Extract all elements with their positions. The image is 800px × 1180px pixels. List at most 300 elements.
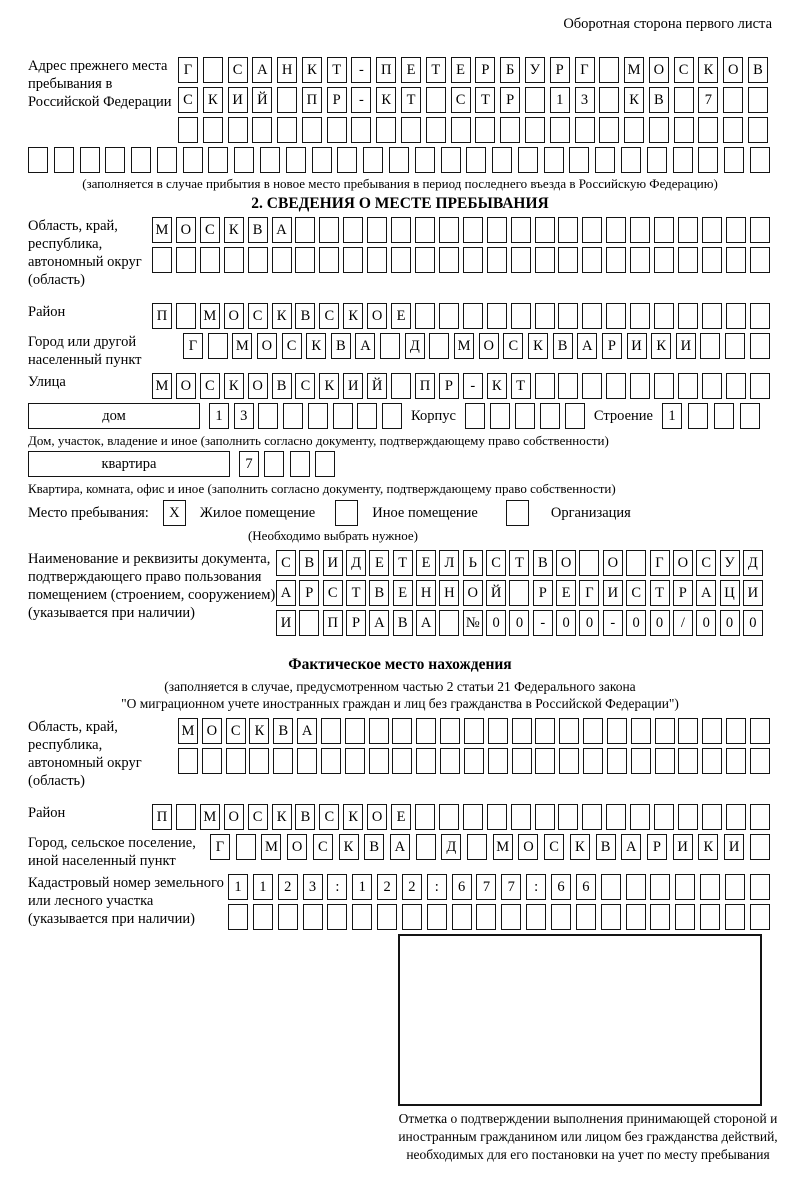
- char-cell[interactable]: [723, 117, 743, 143]
- char-cell[interactable]: [599, 87, 619, 113]
- char-cell[interactable]: [451, 117, 471, 143]
- char-cell[interactable]: В: [533, 550, 553, 576]
- char-cell[interactable]: [535, 217, 555, 243]
- char-cell[interactable]: В: [248, 217, 268, 243]
- char-cell[interactable]: К: [272, 303, 292, 329]
- char-cell[interactable]: С: [178, 87, 198, 113]
- char-cell[interactable]: [726, 217, 746, 243]
- char-cell[interactable]: [511, 303, 531, 329]
- char-cell[interactable]: В: [553, 333, 573, 359]
- char-cell[interactable]: Т: [393, 550, 413, 576]
- char-cell[interactable]: [290, 451, 310, 477]
- char-cell[interactable]: [748, 87, 768, 113]
- char-cell[interactable]: К: [224, 217, 244, 243]
- char-cell[interactable]: [319, 247, 339, 273]
- char-cell[interactable]: И: [603, 580, 623, 606]
- char-cell[interactable]: [535, 373, 555, 399]
- char-cell[interactable]: Е: [391, 804, 411, 830]
- char-cell[interactable]: И: [743, 580, 763, 606]
- char-cell[interactable]: [650, 874, 670, 900]
- char-cell[interactable]: С: [626, 580, 646, 606]
- char-cell[interactable]: [391, 247, 411, 273]
- char-cell[interactable]: [675, 904, 695, 930]
- char-cell[interactable]: [607, 718, 627, 744]
- char-cell[interactable]: [575, 117, 595, 143]
- char-cell[interactable]: [702, 804, 722, 830]
- char-cell[interactable]: [200, 247, 220, 273]
- char-cell[interactable]: Т: [346, 580, 366, 606]
- char-cell[interactable]: [621, 147, 641, 173]
- char-cell[interactable]: [248, 247, 268, 273]
- char-cell[interactable]: [427, 904, 447, 930]
- char-cell[interactable]: [382, 403, 402, 429]
- char-cell[interactable]: Г: [575, 57, 595, 83]
- char-cell[interactable]: [565, 403, 585, 429]
- char-cell[interactable]: [260, 147, 280, 173]
- char-cell[interactable]: [312, 147, 332, 173]
- char-cell[interactable]: Е: [556, 580, 576, 606]
- char-cell[interactable]: [579, 550, 599, 576]
- char-cell[interactable]: [475, 117, 495, 143]
- char-cell[interactable]: [500, 117, 520, 143]
- checkbox-zhiloe[interactable]: X: [163, 500, 186, 526]
- char-cell[interactable]: О: [367, 303, 387, 329]
- char-cell[interactable]: Р: [439, 373, 459, 399]
- char-cell[interactable]: [582, 303, 602, 329]
- char-cell[interactable]: [559, 748, 579, 774]
- char-cell[interactable]: И: [323, 550, 343, 576]
- char-cell[interactable]: [630, 247, 650, 273]
- char-cell[interactable]: [476, 904, 496, 930]
- char-cell[interactable]: [750, 804, 770, 830]
- char-cell[interactable]: [700, 333, 720, 359]
- char-cell[interactable]: С: [276, 550, 296, 576]
- char-cell[interactable]: 7: [476, 874, 496, 900]
- char-cell[interactable]: О: [518, 834, 538, 860]
- char-cell[interactable]: О: [723, 57, 743, 83]
- char-cell[interactable]: [630, 373, 650, 399]
- char-cell[interactable]: [654, 373, 674, 399]
- char-cell[interactable]: Р: [346, 610, 366, 636]
- char-cell[interactable]: [54, 147, 74, 173]
- char-cell[interactable]: О: [202, 718, 222, 744]
- char-cell[interactable]: [678, 303, 698, 329]
- char-cell[interactable]: М: [232, 333, 252, 359]
- char-cell[interactable]: [401, 117, 421, 143]
- char-cell[interactable]: [302, 117, 322, 143]
- char-cell[interactable]: Е: [416, 550, 436, 576]
- char-cell[interactable]: П: [152, 303, 172, 329]
- char-cell[interactable]: [303, 904, 323, 930]
- char-cell[interactable]: [559, 718, 579, 744]
- checkbox-inoe[interactable]: [335, 500, 358, 526]
- char-cell[interactable]: [726, 303, 746, 329]
- char-cell[interactable]: И: [676, 333, 696, 359]
- char-cell[interactable]: Д: [743, 550, 763, 576]
- char-cell[interactable]: [675, 874, 695, 900]
- char-cell[interactable]: [626, 874, 646, 900]
- char-cell[interactable]: [467, 834, 487, 860]
- char-cell[interactable]: [208, 333, 228, 359]
- char-cell[interactable]: О: [224, 804, 244, 830]
- char-cell[interactable]: [176, 303, 196, 329]
- char-cell[interactable]: [272, 247, 292, 273]
- char-cell[interactable]: [228, 904, 248, 930]
- char-cell[interactable]: [750, 217, 770, 243]
- char-cell[interactable]: [369, 748, 389, 774]
- char-cell[interactable]: [725, 874, 745, 900]
- char-cell[interactable]: Е: [391, 303, 411, 329]
- char-cell[interactable]: [333, 403, 353, 429]
- char-cell[interactable]: О: [257, 333, 277, 359]
- char-cell[interactable]: [606, 303, 626, 329]
- char-cell[interactable]: [105, 147, 125, 173]
- char-cell[interactable]: В: [596, 834, 616, 860]
- char-cell[interactable]: [277, 117, 297, 143]
- char-cell[interactable]: С: [228, 57, 248, 83]
- char-cell[interactable]: Р: [533, 580, 553, 606]
- char-cell[interactable]: [725, 904, 745, 930]
- char-cell[interactable]: Р: [500, 87, 520, 113]
- char-cell[interactable]: С: [696, 550, 716, 576]
- char-cell[interactable]: К: [376, 87, 396, 113]
- char-cell[interactable]: [714, 403, 734, 429]
- char-cell[interactable]: [488, 718, 508, 744]
- char-cell[interactable]: [674, 117, 694, 143]
- char-cell[interactable]: 1: [253, 874, 273, 900]
- char-cell[interactable]: [80, 147, 100, 173]
- char-cell[interactable]: [183, 147, 203, 173]
- char-cell[interactable]: П: [152, 804, 172, 830]
- char-cell[interactable]: [631, 718, 651, 744]
- char-cell[interactable]: Е: [393, 580, 413, 606]
- char-cell[interactable]: В: [299, 550, 319, 576]
- char-cell[interactable]: [487, 804, 507, 830]
- char-cell[interactable]: [740, 403, 760, 429]
- char-cell[interactable]: 0: [696, 610, 716, 636]
- char-cell[interactable]: П: [302, 87, 322, 113]
- char-cell[interactable]: [630, 217, 650, 243]
- char-cell[interactable]: 2: [377, 874, 397, 900]
- char-cell[interactable]: [463, 804, 483, 830]
- char-cell[interactable]: [258, 403, 278, 429]
- char-cell[interactable]: [525, 87, 545, 113]
- char-cell[interactable]: А: [621, 834, 641, 860]
- char-cell[interactable]: Б: [500, 57, 520, 83]
- char-cell[interactable]: К: [624, 87, 644, 113]
- char-cell[interactable]: Т: [650, 580, 670, 606]
- char-cell[interactable]: [750, 147, 770, 173]
- char-cell[interactable]: Е: [369, 550, 389, 576]
- char-cell[interactable]: К: [343, 804, 363, 830]
- char-cell[interactable]: О: [224, 303, 244, 329]
- char-cell[interactable]: 2: [402, 874, 422, 900]
- char-cell[interactable]: К: [487, 373, 507, 399]
- char-cell[interactable]: [540, 403, 560, 429]
- char-cell[interactable]: С: [295, 373, 315, 399]
- char-cell[interactable]: Т: [401, 87, 421, 113]
- char-cell[interactable]: И: [724, 834, 744, 860]
- char-cell[interactable]: [415, 217, 435, 243]
- char-cell[interactable]: А: [252, 57, 272, 83]
- char-cell[interactable]: Р: [475, 57, 495, 83]
- char-cell[interactable]: К: [224, 373, 244, 399]
- char-cell[interactable]: [678, 247, 698, 273]
- char-cell[interactable]: К: [306, 333, 326, 359]
- char-cell[interactable]: 1: [209, 403, 229, 429]
- char-cell[interactable]: С: [200, 373, 220, 399]
- char-cell[interactable]: Т: [327, 57, 347, 83]
- char-cell[interactable]: Е: [451, 57, 471, 83]
- char-cell[interactable]: [376, 117, 396, 143]
- char-cell[interactable]: [415, 303, 435, 329]
- char-cell[interactable]: [283, 403, 303, 429]
- char-cell[interactable]: -: [463, 373, 483, 399]
- char-cell[interactable]: И: [343, 373, 363, 399]
- char-cell[interactable]: [321, 718, 341, 744]
- char-cell[interactable]: К: [319, 373, 339, 399]
- char-cell[interactable]: [624, 117, 644, 143]
- char-cell[interactable]: [526, 904, 546, 930]
- char-cell[interactable]: Й: [367, 373, 387, 399]
- char-cell[interactable]: А: [355, 333, 375, 359]
- char-cell[interactable]: К: [203, 87, 223, 113]
- char-cell[interactable]: [501, 904, 521, 930]
- char-cell[interactable]: [726, 748, 746, 774]
- char-cell[interactable]: [558, 217, 578, 243]
- char-cell[interactable]: [327, 117, 347, 143]
- char-cell[interactable]: [535, 748, 555, 774]
- char-cell[interactable]: [203, 117, 223, 143]
- char-cell[interactable]: [750, 874, 770, 900]
- char-cell[interactable]: [698, 147, 718, 173]
- char-cell[interactable]: К: [302, 57, 322, 83]
- char-cell[interactable]: [452, 904, 472, 930]
- char-cell[interactable]: [277, 87, 297, 113]
- char-cell[interactable]: В: [649, 87, 669, 113]
- char-cell[interactable]: :: [327, 874, 347, 900]
- char-cell[interactable]: М: [454, 333, 474, 359]
- char-cell[interactable]: А: [390, 834, 410, 860]
- char-cell[interactable]: [363, 147, 383, 173]
- char-cell[interactable]: [599, 57, 619, 83]
- char-cell[interactable]: К: [570, 834, 590, 860]
- char-cell[interactable]: [518, 147, 538, 173]
- char-cell[interactable]: [726, 804, 746, 830]
- char-cell[interactable]: :: [427, 874, 447, 900]
- char-cell[interactable]: [299, 610, 319, 636]
- char-cell[interactable]: Е: [401, 57, 421, 83]
- char-cell[interactable]: М: [261, 834, 281, 860]
- char-cell[interactable]: [655, 748, 675, 774]
- char-cell[interactable]: [176, 804, 196, 830]
- char-cell[interactable]: 7: [698, 87, 718, 113]
- char-cell[interactable]: 1: [352, 874, 372, 900]
- char-cell[interactable]: Г: [178, 57, 198, 83]
- char-cell[interactable]: [626, 550, 646, 576]
- char-cell[interactable]: [492, 147, 512, 173]
- char-cell[interactable]: [415, 804, 435, 830]
- char-cell[interactable]: [750, 373, 770, 399]
- char-cell[interactable]: [750, 904, 770, 930]
- char-cell[interactable]: [654, 804, 674, 830]
- char-cell[interactable]: [343, 247, 363, 273]
- char-cell[interactable]: [550, 117, 570, 143]
- char-cell[interactable]: С: [282, 333, 302, 359]
- char-cell[interactable]: М: [493, 834, 513, 860]
- char-cell[interactable]: [249, 748, 269, 774]
- char-cell[interactable]: [392, 718, 412, 744]
- char-cell[interactable]: -: [603, 610, 623, 636]
- char-cell[interactable]: [576, 904, 596, 930]
- char-cell[interactable]: [224, 247, 244, 273]
- char-cell[interactable]: [750, 247, 770, 273]
- char-cell[interactable]: [157, 147, 177, 173]
- char-cell[interactable]: У: [720, 550, 740, 576]
- char-cell[interactable]: 3: [234, 403, 254, 429]
- char-cell[interactable]: [319, 217, 339, 243]
- char-cell[interactable]: [392, 748, 412, 774]
- char-cell[interactable]: [439, 303, 459, 329]
- char-cell[interactable]: [391, 217, 411, 243]
- char-cell[interactable]: К: [339, 834, 359, 860]
- char-cell[interactable]: [655, 718, 675, 744]
- char-cell[interactable]: 7: [239, 451, 259, 477]
- char-cell[interactable]: [345, 718, 365, 744]
- char-cell[interactable]: 0: [743, 610, 763, 636]
- char-cell[interactable]: Г: [210, 834, 230, 860]
- char-cell[interactable]: А: [416, 610, 436, 636]
- char-cell[interactable]: [601, 874, 621, 900]
- char-cell[interactable]: [674, 87, 694, 113]
- char-cell[interactable]: И: [276, 610, 296, 636]
- char-cell[interactable]: В: [364, 834, 384, 860]
- char-cell[interactable]: Д: [346, 550, 366, 576]
- char-cell[interactable]: А: [272, 217, 292, 243]
- char-cell[interactable]: [582, 217, 602, 243]
- char-cell[interactable]: А: [577, 333, 597, 359]
- char-cell[interactable]: [723, 87, 743, 113]
- char-cell[interactable]: [264, 451, 284, 477]
- char-cell[interactable]: [415, 147, 435, 173]
- char-cell[interactable]: [606, 804, 626, 830]
- char-cell[interactable]: 1: [228, 874, 248, 900]
- char-cell[interactable]: К: [249, 718, 269, 744]
- char-cell[interactable]: [439, 247, 459, 273]
- char-cell[interactable]: 6: [452, 874, 472, 900]
- char-cell[interactable]: Т: [511, 373, 531, 399]
- char-cell[interactable]: [465, 403, 485, 429]
- char-cell[interactable]: [582, 247, 602, 273]
- char-cell[interactable]: Ь: [463, 550, 483, 576]
- char-cell[interactable]: [748, 117, 768, 143]
- char-cell[interactable]: Р: [602, 333, 622, 359]
- char-cell[interactable]: [698, 117, 718, 143]
- char-cell[interactable]: [352, 904, 372, 930]
- char-cell[interactable]: [466, 147, 486, 173]
- char-cell[interactable]: [439, 804, 459, 830]
- char-cell[interactable]: Н: [416, 580, 436, 606]
- char-cell[interactable]: О: [556, 550, 576, 576]
- char-cell[interactable]: [509, 580, 529, 606]
- char-cell[interactable]: [426, 117, 446, 143]
- char-cell[interactable]: [558, 804, 578, 830]
- char-cell[interactable]: [367, 217, 387, 243]
- char-cell[interactable]: [525, 117, 545, 143]
- char-cell[interactable]: О: [649, 57, 669, 83]
- char-cell[interactable]: [278, 904, 298, 930]
- char-cell[interactable]: [750, 718, 770, 744]
- char-cell[interactable]: [626, 904, 646, 930]
- char-cell[interactable]: [726, 718, 746, 744]
- char-cell[interactable]: [389, 147, 409, 173]
- char-cell[interactable]: [726, 373, 746, 399]
- char-cell[interactable]: [583, 718, 603, 744]
- char-cell[interactable]: [678, 373, 698, 399]
- char-cell[interactable]: Г: [650, 550, 670, 576]
- char-cell[interactable]: [535, 718, 555, 744]
- char-cell[interactable]: Т: [475, 87, 495, 113]
- char-cell[interactable]: [253, 904, 273, 930]
- char-cell[interactable]: Г: [183, 333, 203, 359]
- char-cell[interactable]: [402, 904, 422, 930]
- char-cell[interactable]: [551, 904, 571, 930]
- char-cell[interactable]: 0: [509, 610, 529, 636]
- char-cell[interactable]: С: [226, 718, 246, 744]
- char-cell[interactable]: [351, 117, 371, 143]
- char-cell[interactable]: [606, 373, 626, 399]
- char-cell[interactable]: В: [295, 303, 315, 329]
- char-cell[interactable]: [535, 247, 555, 273]
- char-cell[interactable]: Й: [252, 87, 272, 113]
- char-cell[interactable]: М: [178, 718, 198, 744]
- char-cell[interactable]: [208, 147, 228, 173]
- char-cell[interactable]: С: [486, 550, 506, 576]
- char-cell[interactable]: [595, 147, 615, 173]
- char-cell[interactable]: М: [152, 217, 172, 243]
- char-cell[interactable]: 0: [579, 610, 599, 636]
- char-cell[interactable]: О: [176, 373, 196, 399]
- char-cell[interactable]: [678, 718, 698, 744]
- char-cell[interactable]: [416, 748, 436, 774]
- char-cell[interactable]: М: [624, 57, 644, 83]
- char-cell[interactable]: А: [276, 580, 296, 606]
- char-cell[interactable]: Р: [550, 57, 570, 83]
- char-cell[interactable]: 6: [576, 874, 596, 900]
- char-cell[interactable]: [286, 147, 306, 173]
- char-cell[interactable]: У: [525, 57, 545, 83]
- char-cell[interactable]: [415, 247, 435, 273]
- char-cell[interactable]: М: [200, 303, 220, 329]
- char-cell[interactable]: П: [323, 610, 343, 636]
- char-cell[interactable]: 2: [278, 874, 298, 900]
- char-cell[interactable]: [226, 748, 246, 774]
- char-cell[interactable]: [487, 247, 507, 273]
- char-cell[interactable]: О: [479, 333, 499, 359]
- char-cell[interactable]: [273, 748, 293, 774]
- char-cell[interactable]: [702, 718, 722, 744]
- char-cell[interactable]: [558, 247, 578, 273]
- char-cell[interactable]: [426, 87, 446, 113]
- char-cell[interactable]: [630, 804, 650, 830]
- char-cell[interactable]: [688, 403, 708, 429]
- char-cell[interactable]: К: [698, 834, 718, 860]
- char-cell[interactable]: [295, 217, 315, 243]
- char-cell[interactable]: С: [248, 804, 268, 830]
- char-cell[interactable]: [569, 147, 589, 173]
- char-cell[interactable]: Н: [439, 580, 459, 606]
- char-cell[interactable]: 3: [303, 874, 323, 900]
